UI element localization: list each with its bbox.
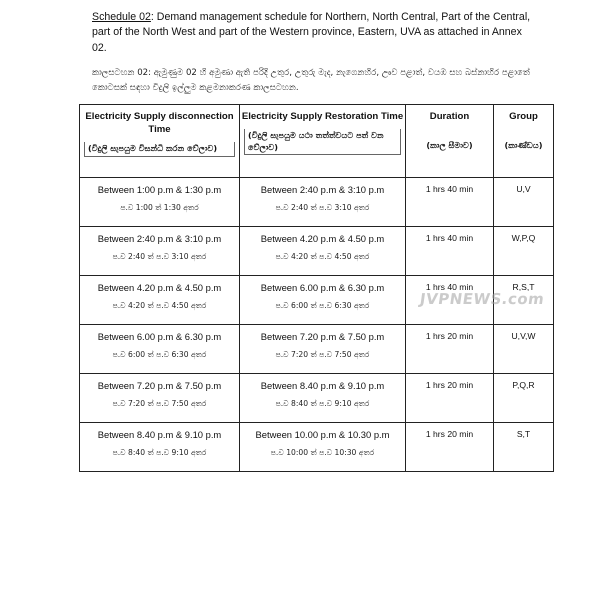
disconnection-cell (80, 178, 240, 227)
disconnection-time-si: ප.ව 8:40 ත් ප.ව 9:10 අතර (112, 448, 207, 457)
header-disconnection-en: Electricity Supply disconnection Time (85, 111, 234, 135)
table-row (80, 374, 554, 423)
disconnection-cell (80, 374, 240, 423)
watermark-logo: JVPNEWS.com (418, 290, 546, 308)
duration-value: 1 hrs 40 min (425, 282, 474, 292)
schedule-heading (92, 10, 532, 56)
table-header-row (80, 105, 554, 178)
group-cell (494, 227, 554, 276)
restoration-time-si: ප.ව 10:00 ත් ප.ව 10:30 අතර (270, 448, 375, 457)
group-cell (494, 178, 554, 227)
group-value: P,Q,R (512, 380, 535, 390)
disconnection-cell (80, 423, 240, 472)
restoration-cell (240, 325, 406, 374)
restoration-time: Between 10.00 p.m & 10.30 p.m (255, 429, 390, 440)
duration-value: 1 hrs 20 min (425, 331, 474, 341)
table-row (80, 227, 554, 276)
group-value: U,V (516, 184, 531, 194)
header-restoration (240, 105, 406, 178)
restoration-time-si: ප.ව 7:20 ත් ප.ව 7:50 අතර (275, 350, 370, 359)
restoration-time-si: ප.ව 8:40 ත් ප.ව 9:10 අතර (275, 399, 370, 408)
restoration-time-si: ප.ව 4:20 ත් ප.ව 4:50 අතර (275, 252, 370, 261)
restoration-cell (240, 178, 406, 227)
group-value: R,S,T (512, 282, 535, 292)
disconnection-time-si: ප.ව 2:40 ත් ප.ව 3:10 අතර (112, 252, 207, 261)
disconnection-time-si: ප.ව 4:20 ත් ප.ව 4:50 අතර (112, 301, 207, 310)
duration-value: 1 hrs 40 min (425, 233, 474, 243)
restoration-cell (240, 276, 406, 325)
restoration-time: Between 8.40 p.m & 9.10 p.m (260, 380, 385, 391)
disconnection-time-si: ප.ව 6:00 ත් ප.ව 6:30 අතර (112, 350, 207, 359)
duration-value: 1 hrs 20 min (425, 429, 474, 439)
group-cell (494, 325, 554, 374)
header-duration-en: Duration (429, 111, 470, 122)
duration-value: 1 hrs 40 min (425, 184, 474, 194)
header-restoration-si: (විදුලි සැපයුම යථා තත්ත්වයට පත් වන වේලාව) (244, 129, 401, 155)
disconnection-time: Between 1:00 p.m & 1:30 p.m (97, 184, 222, 195)
schedule-table (79, 104, 554, 472)
disconnection-time: Between 4.20 p.m & 4.50 p.m (97, 282, 222, 293)
header-disconnection-si: (විදුලි සැපයුම විසන්ධි කරන වේලාව) (84, 142, 235, 157)
group-cell (494, 374, 554, 423)
disconnection-time: Between 6.00 p.m & 6.30 p.m (97, 331, 222, 342)
restoration-time: Between 7.20 p.m & 7.50 p.m (260, 331, 385, 342)
restoration-time: Between 4.20 p.m & 4.50 p.m (260, 233, 385, 244)
restoration-time-si: ප.ව 6:00 ත් ප.ව 6:30 අතර (275, 301, 370, 310)
schedule-label: Schedule 02 (92, 11, 151, 23)
group-value: S,T (516, 429, 531, 439)
table-row (80, 178, 554, 227)
restoration-cell (240, 423, 406, 472)
disconnection-cell (80, 227, 240, 276)
duration-cell (406, 325, 494, 374)
disconnection-time: Between 2:40 p.m & 3:10 p.m (97, 233, 222, 244)
header-group (494, 105, 554, 178)
header-group-en: Group (509, 111, 538, 122)
header-group-si: (කාණ්ඩය) (504, 140, 543, 150)
group-value: W,P,Q (511, 233, 536, 243)
disconnection-time: Between 8.40 p.m & 9.10 p.m (97, 429, 222, 440)
duration-cell (406, 227, 494, 276)
disconnection-time-si: ප.ව 1:00 ත් 1:30 අතර (120, 203, 199, 212)
header-duration (406, 105, 494, 178)
table-row (80, 423, 554, 472)
disconnection-cell (80, 325, 240, 374)
duration-value: 1 hrs 20 min (425, 380, 474, 390)
restoration-cell (240, 227, 406, 276)
restoration-cell (240, 374, 406, 423)
duration-cell (406, 178, 494, 227)
table-row (80, 325, 554, 374)
restoration-time: Between 2:40 p.m & 3:10 p.m (260, 184, 385, 195)
duration-cell (406, 374, 494, 423)
header-restoration-en: Electricity Supply Restoration Time (241, 111, 404, 122)
duration-cell (406, 423, 494, 472)
header-disconnection (80, 105, 240, 178)
schedule-description: : Demand management schedule for Northern, North Central, Part of the Central, part of the North West and part of the Western province, Eastern, UVA as attached in Annex 02. (92, 11, 531, 54)
sinhala-heading: කාලසටහන 02: ඇමුණුම 02 හි අමුණා ඇති පරිදි උතුර, උතුරු මැද, නැගෙනහිර, ඌව පළාත්, වයඹ සහ බස්නාහිර පළාතේ කොටසක් සඳහා විදුලි ඉල්ලුම කළමනාකරණ කාලසටහන. (92, 68, 530, 93)
restoration-time: Between 6.00 p.m & 6.30 p.m (260, 282, 385, 293)
disconnection-time-si: ප.ව 7:20 ත් ප.ව 7:50 අතර (112, 399, 207, 408)
header-duration-si: (කාල සීමාව) (426, 140, 473, 150)
restoration-time-si: ප.ව 2:40 ත් ප.ව 3:10 අතර (275, 203, 370, 212)
disconnection-time: Between 7.20 p.m & 7.50 p.m (97, 380, 222, 391)
disconnection-cell (80, 276, 240, 325)
group-value: U,V,W (511, 331, 536, 341)
group-cell (494, 423, 554, 472)
